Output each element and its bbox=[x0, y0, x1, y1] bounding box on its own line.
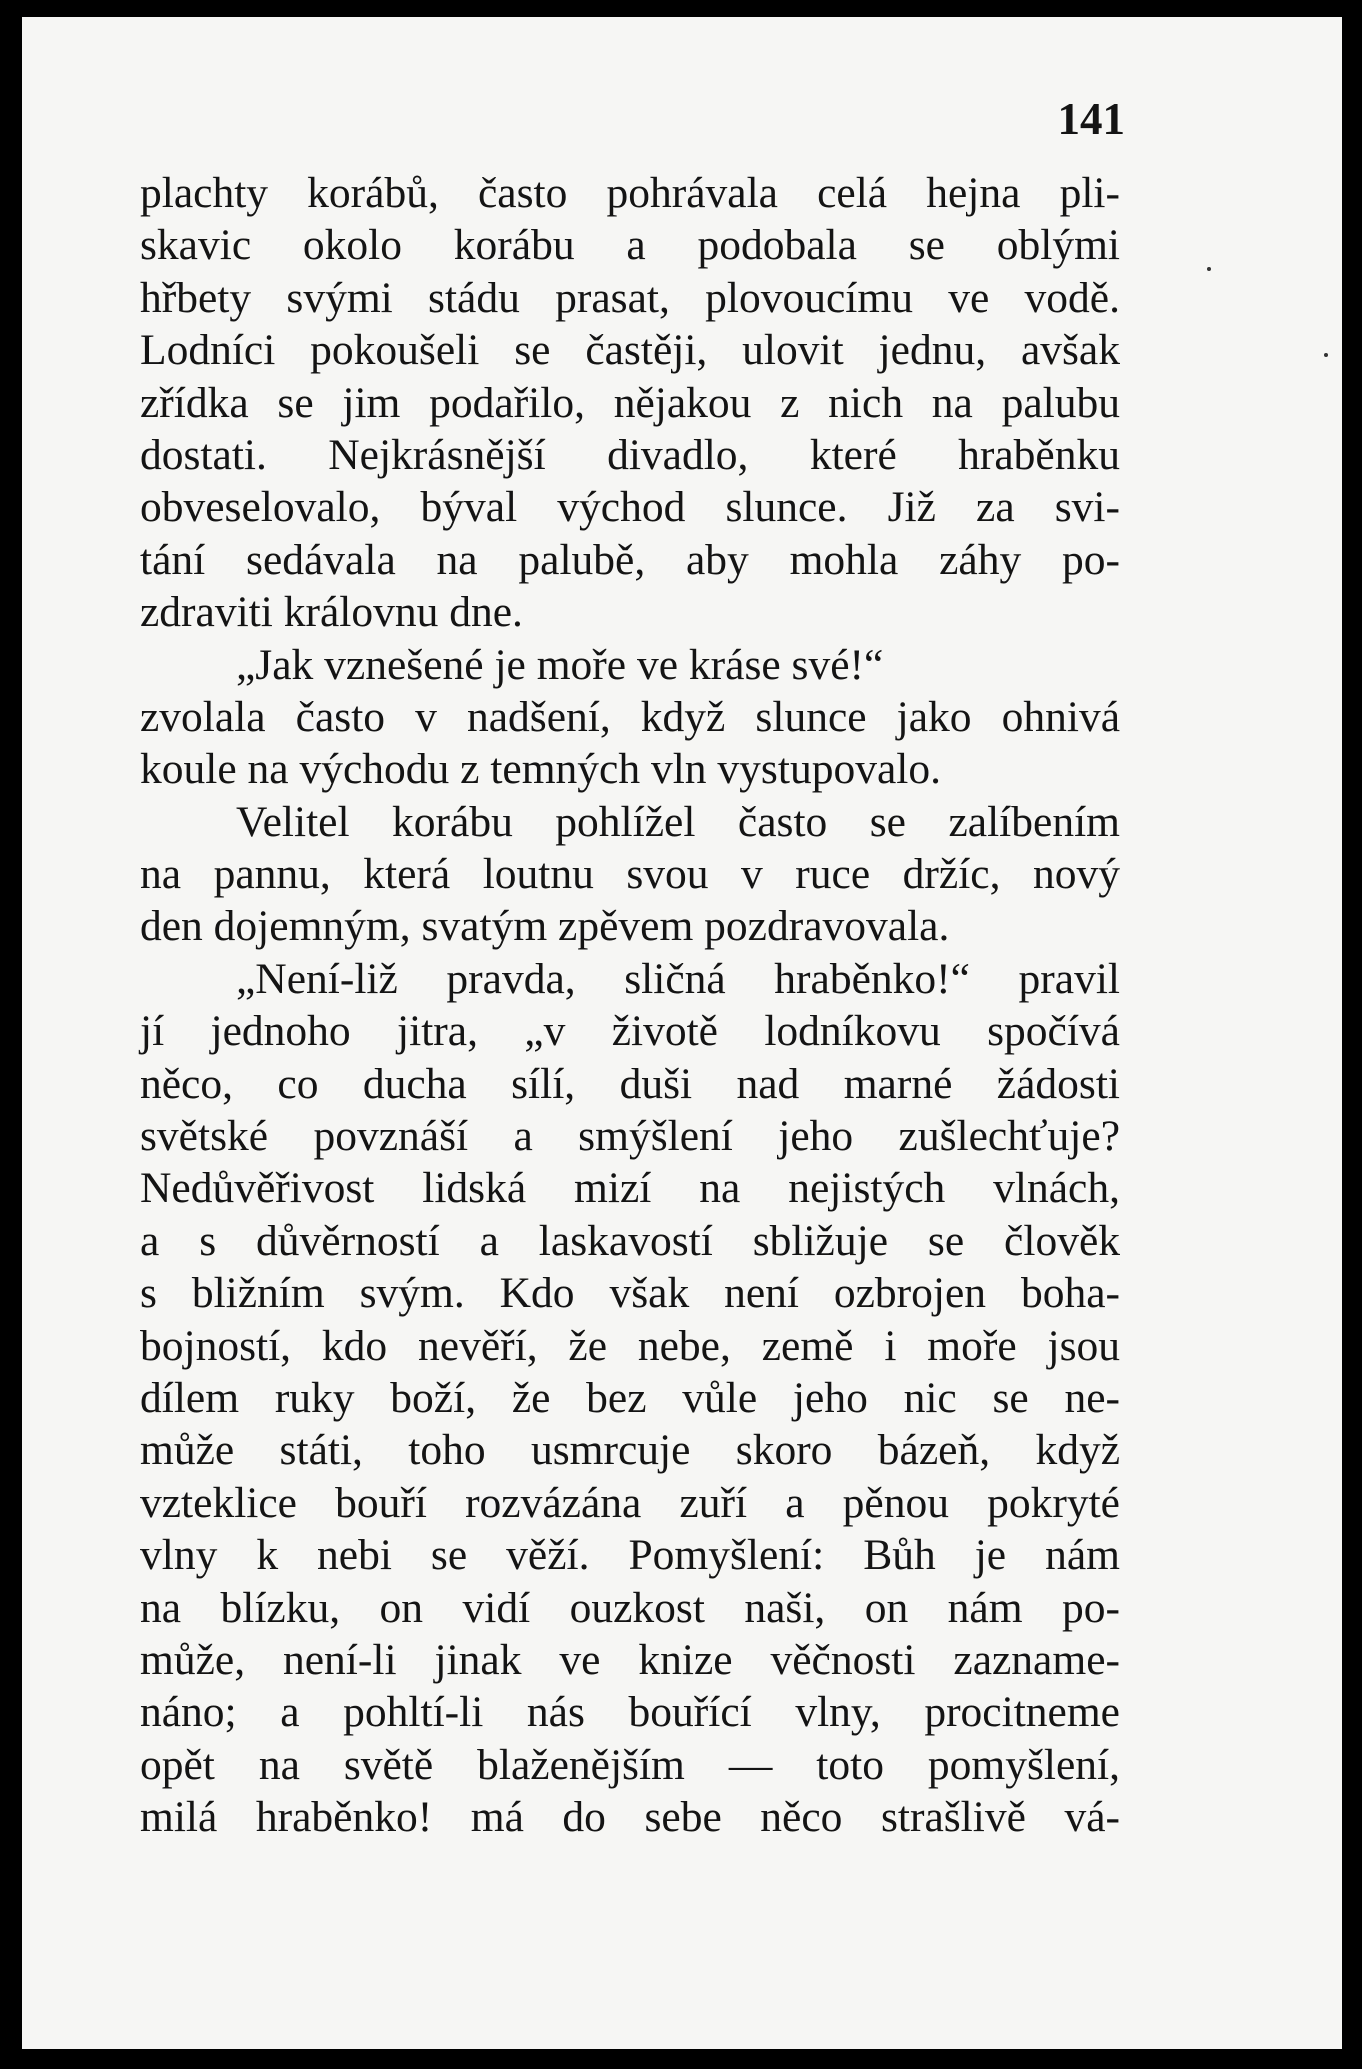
text-line: hřbety svými stádu prasat, plovoucímu ve vodě. bbox=[140, 273, 1120, 322]
text-line: zřídka se jim podařilo, nějakou z nich na palubu bbox=[140, 378, 1120, 427]
text-line: Lodníci pokoušeli se častěji, ulovit jednu, avšak bbox=[140, 326, 1120, 375]
text-line: skavic okolo korábu a podobala se oblými bbox=[140, 221, 1120, 270]
text-line: něco, co ducha sílí, duši nad marné žádosti bbox=[140, 1059, 1120, 1108]
text-line: Nedůvěřivost lidská mizí na nejistých vlnách, bbox=[140, 1164, 1120, 1213]
text-line: dostati. Nejkrásnější divadlo, které hraběnku bbox=[140, 430, 1120, 479]
text-line: vzteklice bouří rozvázána zuří a pěnou pokryté bbox=[140, 1478, 1120, 1527]
text-line: na pannu, která loutnu svou v ruce držíc, nový bbox=[140, 850, 1120, 899]
text-line: světské povznáší a smýšlení jeho zušlechťuje? bbox=[140, 1112, 1120, 1161]
text-line: náno; a pohltí-li nás bouřící vlny, procitneme bbox=[140, 1688, 1120, 1737]
page-number: 141 bbox=[1057, 94, 1125, 144]
text-line: může, není-li jinak ve knize věčnosti zazname- bbox=[140, 1635, 1120, 1684]
text-line: a s důvěrností a laskavostí sbližuje se člověk bbox=[140, 1216, 1120, 1265]
text-line: obveselovalo, býval východ slunce. Již za svi- bbox=[140, 483, 1120, 532]
text-line: opět na světě blaženějším — toto pomyšlení, bbox=[140, 1740, 1120, 1789]
text-line: zdraviti královnu dne. bbox=[140, 588, 523, 637]
body-text bbox=[140, 167, 1120, 1844]
text-line: jí jednoho jitra, „v životě lodníkovu spočívá bbox=[140, 1007, 1120, 1056]
text-line: plachty korábů, často pohrávala celá hejna pli- bbox=[140, 169, 1120, 217]
book-page bbox=[22, 17, 1342, 2049]
text-line: může státi, toho usmrcuje skoro bázeň, když bbox=[140, 1426, 1120, 1475]
text-line: dílem ruky boží, že bez vůle jeho nic se ne- bbox=[140, 1373, 1120, 1422]
text-line: bojností, kdo nevěří, že nebe, země i moře jsou bbox=[140, 1321, 1120, 1370]
text-line: tání sedávala na palubě, aby mohla záhy po- bbox=[140, 535, 1120, 584]
paper-speck bbox=[1324, 353, 1328, 357]
text-line: milá hraběnko! má do sebe něco strašlivě vá- bbox=[140, 1793, 1120, 1842]
paper-speck bbox=[1207, 267, 1211, 271]
text-line: s bližním svým. Kdo však není ozbrojen boha- bbox=[140, 1269, 1120, 1318]
text-line: „Není-liž pravda, sličná hraběnko!“ pravil bbox=[236, 954, 1120, 1003]
text-line: zvolala často v nadšení, když slunce jako ohnivá bbox=[140, 692, 1120, 741]
text-line: „Jak vznešené je moře ve kráse své!“ bbox=[236, 640, 884, 689]
text-line: na blízku, on vidí ouzkost naši, on nám po- bbox=[140, 1583, 1120, 1632]
text-line: vlny k nebi se věží. Pomyšlení: Bůh je nám bbox=[140, 1531, 1120, 1580]
text-line: koule na východu z temných vln vystupovalo. bbox=[140, 745, 941, 794]
text-line: Velitel korábu pohlížel často se zalíbením bbox=[236, 797, 1120, 846]
text-line: den dojemným, svatým zpěvem pozdravovala. bbox=[140, 902, 950, 951]
